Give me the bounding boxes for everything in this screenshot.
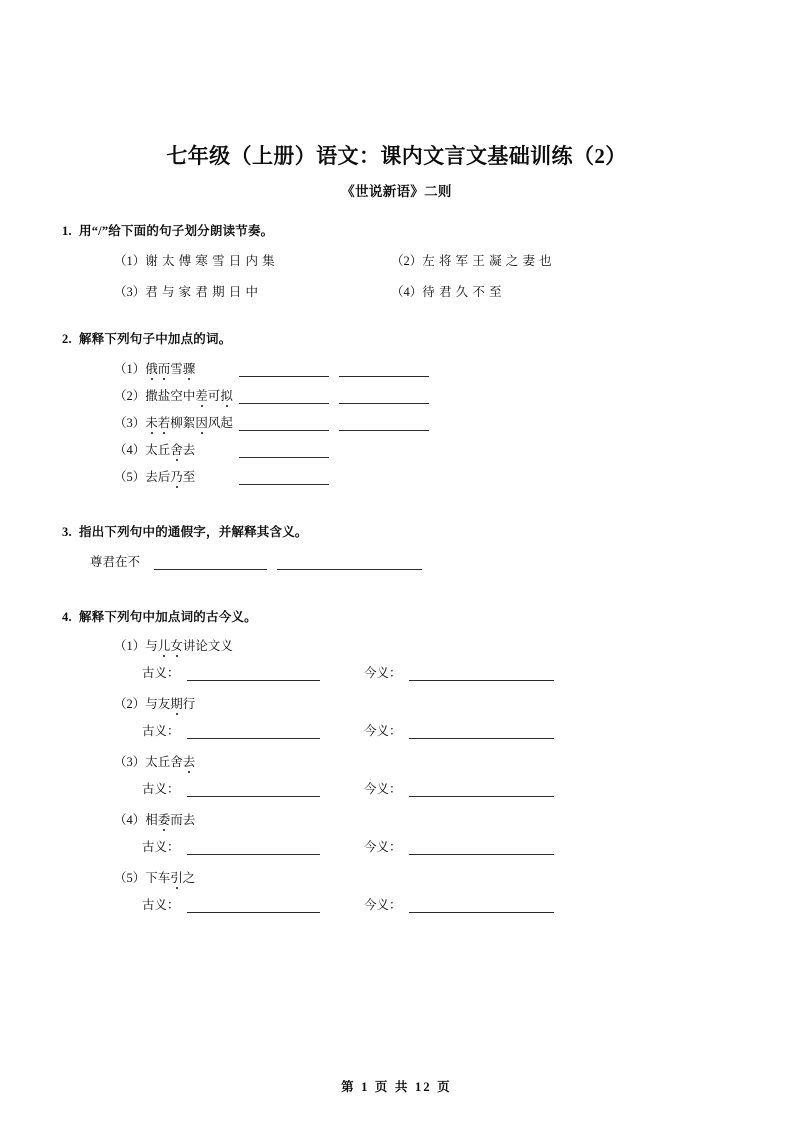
ancient-meaning-group xyxy=(142,721,364,739)
modern-meaning-label: 今义： xyxy=(364,898,402,913)
answer-blank[interactable] xyxy=(239,390,329,404)
ancient-meaning-blank[interactable] xyxy=(187,667,320,681)
ancient-meaning-group xyxy=(142,895,364,913)
modern-meaning-blank[interactable] xyxy=(409,783,554,797)
modern-meaning-group xyxy=(364,779,564,797)
answer-blank[interactable] xyxy=(239,444,329,458)
question-2-item-2 xyxy=(62,386,731,404)
modern-meaning-blank[interactable] xyxy=(409,899,554,913)
answer-blank[interactable] xyxy=(239,417,329,431)
item-index: （2） xyxy=(391,254,423,268)
item-index: （3） xyxy=(114,415,146,430)
question-2 xyxy=(62,330,731,485)
question-4-item-2 xyxy=(62,694,731,739)
item-text: 谢太傅寒雪日内集 xyxy=(145,254,279,268)
item-sentence: （3）太丘舍去 xyxy=(62,752,731,770)
item-sentence: （1）俄而雪骤 xyxy=(114,359,239,377)
question-2-item-3 xyxy=(62,413,731,431)
question-3 xyxy=(62,523,731,570)
question-1-item-4 xyxy=(391,282,506,300)
ancient-meaning-label: 古义： xyxy=(142,724,180,739)
item-text: 君与家君期日中 xyxy=(145,285,263,299)
question-4-prompt: 解释下列句中加点词的古今义。 xyxy=(79,609,257,624)
question-3-number: 3. xyxy=(62,524,72,539)
ancient-meaning-blank[interactable] xyxy=(187,899,320,913)
modern-meaning-label: 今义： xyxy=(364,840,402,855)
item-index: （5） xyxy=(114,871,146,886)
page-subtitle: 《世说新语》二则 xyxy=(341,184,452,200)
question-2-prompt: 解释下列句子中加点的词。 xyxy=(79,332,232,346)
question-2-heading xyxy=(62,330,731,349)
question-4-number: 4. xyxy=(62,609,72,624)
item-index: （4） xyxy=(114,813,146,828)
question-4-item-5 xyxy=(62,868,731,913)
question-1 xyxy=(62,222,731,300)
item-sentence: （5）去后乃至 xyxy=(114,467,239,485)
question-2-item-5 xyxy=(62,467,731,485)
modern-meaning-blank[interactable] xyxy=(409,725,554,739)
modern-meaning-blank[interactable] xyxy=(409,841,554,855)
meaning-row xyxy=(62,895,731,913)
question-4-item-1 xyxy=(62,636,731,681)
question-1-items xyxy=(62,251,731,300)
question-1-prompt: 用“/”给下面的句子划分朗读节奏。 xyxy=(79,224,274,239)
question-3-items xyxy=(62,552,731,570)
item-index: （4） xyxy=(114,442,146,457)
question-1-row xyxy=(62,251,731,269)
modern-meaning-blank[interactable] xyxy=(409,667,554,681)
question-1-item-2 xyxy=(391,251,556,269)
question-1-heading xyxy=(62,222,731,241)
item-text: 待君久不至 xyxy=(422,285,506,299)
page-title: 七年级（上册）语文：课内文言文基础训练（2） xyxy=(166,144,627,168)
meaning-row xyxy=(62,663,731,681)
item-index: （3） xyxy=(114,285,146,299)
item-sentence: （1）与儿女讲论文义 xyxy=(62,636,731,654)
question-1-item-3 xyxy=(114,282,391,300)
question-3-row xyxy=(62,552,731,570)
question-2-item-4 xyxy=(62,440,731,458)
answer-blank[interactable] xyxy=(339,417,429,431)
question-3-heading xyxy=(62,523,731,542)
ancient-meaning-blank[interactable] xyxy=(187,841,320,855)
item-index: （1） xyxy=(114,254,146,268)
question-2-item-1 xyxy=(62,359,731,377)
ancient-meaning-blank[interactable] xyxy=(187,783,320,797)
modern-meaning-group xyxy=(364,837,564,855)
item-index: （2） xyxy=(114,697,146,712)
item-sentence: （4）相委而去 xyxy=(62,810,731,828)
modern-meaning-group xyxy=(364,895,564,913)
question-1-number: 1. xyxy=(62,224,72,239)
question-4-item-4 xyxy=(62,810,731,855)
ancient-meaning-label: 古义： xyxy=(142,840,180,855)
ancient-meaning-blank[interactable] xyxy=(187,725,320,739)
meaning-row xyxy=(62,779,731,797)
item-sentence: 尊君在不 xyxy=(90,554,141,569)
question-3-prompt: 指出下列句中的通假字，并解释其含义。 xyxy=(79,524,308,539)
ancient-meaning-group xyxy=(142,837,364,855)
question-2-items xyxy=(62,359,731,485)
item-text: 左将军王凝之妻也 xyxy=(422,254,556,268)
modern-meaning-label: 今义： xyxy=(364,666,402,681)
item-index: （4） xyxy=(391,285,423,299)
ancient-meaning-label: 古义： xyxy=(142,666,180,681)
question-4-items xyxy=(62,636,731,913)
item-index: （1） xyxy=(114,639,146,654)
item-sentence: （3）未若柳絮因风起 xyxy=(114,413,239,431)
question-1-row xyxy=(62,282,731,300)
question-2-number: 2. xyxy=(62,332,72,346)
modern-meaning-label: 今义： xyxy=(364,782,402,797)
answer-blank[interactable] xyxy=(239,471,329,485)
ancient-meaning-group xyxy=(142,663,364,681)
answer-blank[interactable] xyxy=(239,363,329,377)
item-sentence: （2）撒盐空中差可拟 xyxy=(114,386,239,404)
answer-blank[interactable] xyxy=(277,556,422,570)
page-footer: 第 1 页 共 12 页 xyxy=(341,1080,452,1094)
ancient-meaning-label: 古义： xyxy=(142,898,180,913)
item-sentence: （5）下车引之 xyxy=(62,868,731,886)
meaning-row xyxy=(62,837,731,855)
item-index: （1） xyxy=(114,361,146,376)
question-4-heading xyxy=(62,608,731,627)
question-4 xyxy=(62,608,731,914)
modern-meaning-group xyxy=(364,663,564,681)
item-sentence: （4）太丘舍去 xyxy=(114,440,239,458)
answer-blank[interactable] xyxy=(154,556,267,570)
ancient-meaning-label: 古义： xyxy=(142,782,180,797)
meaning-row xyxy=(62,721,731,739)
modern-meaning-group xyxy=(364,721,564,739)
item-index: （3） xyxy=(114,755,146,770)
item-sentence: （2）与友期行 xyxy=(62,694,731,712)
item-index: （5） xyxy=(114,469,146,484)
modern-meaning-label: 今义： xyxy=(364,724,402,739)
question-4-item-3 xyxy=(62,752,731,797)
item-index: （2） xyxy=(114,388,146,403)
ancient-meaning-group xyxy=(142,779,364,797)
answer-blank[interactable] xyxy=(339,363,429,377)
answer-blank[interactable] xyxy=(339,390,429,404)
question-1-item-1 xyxy=(114,251,391,269)
